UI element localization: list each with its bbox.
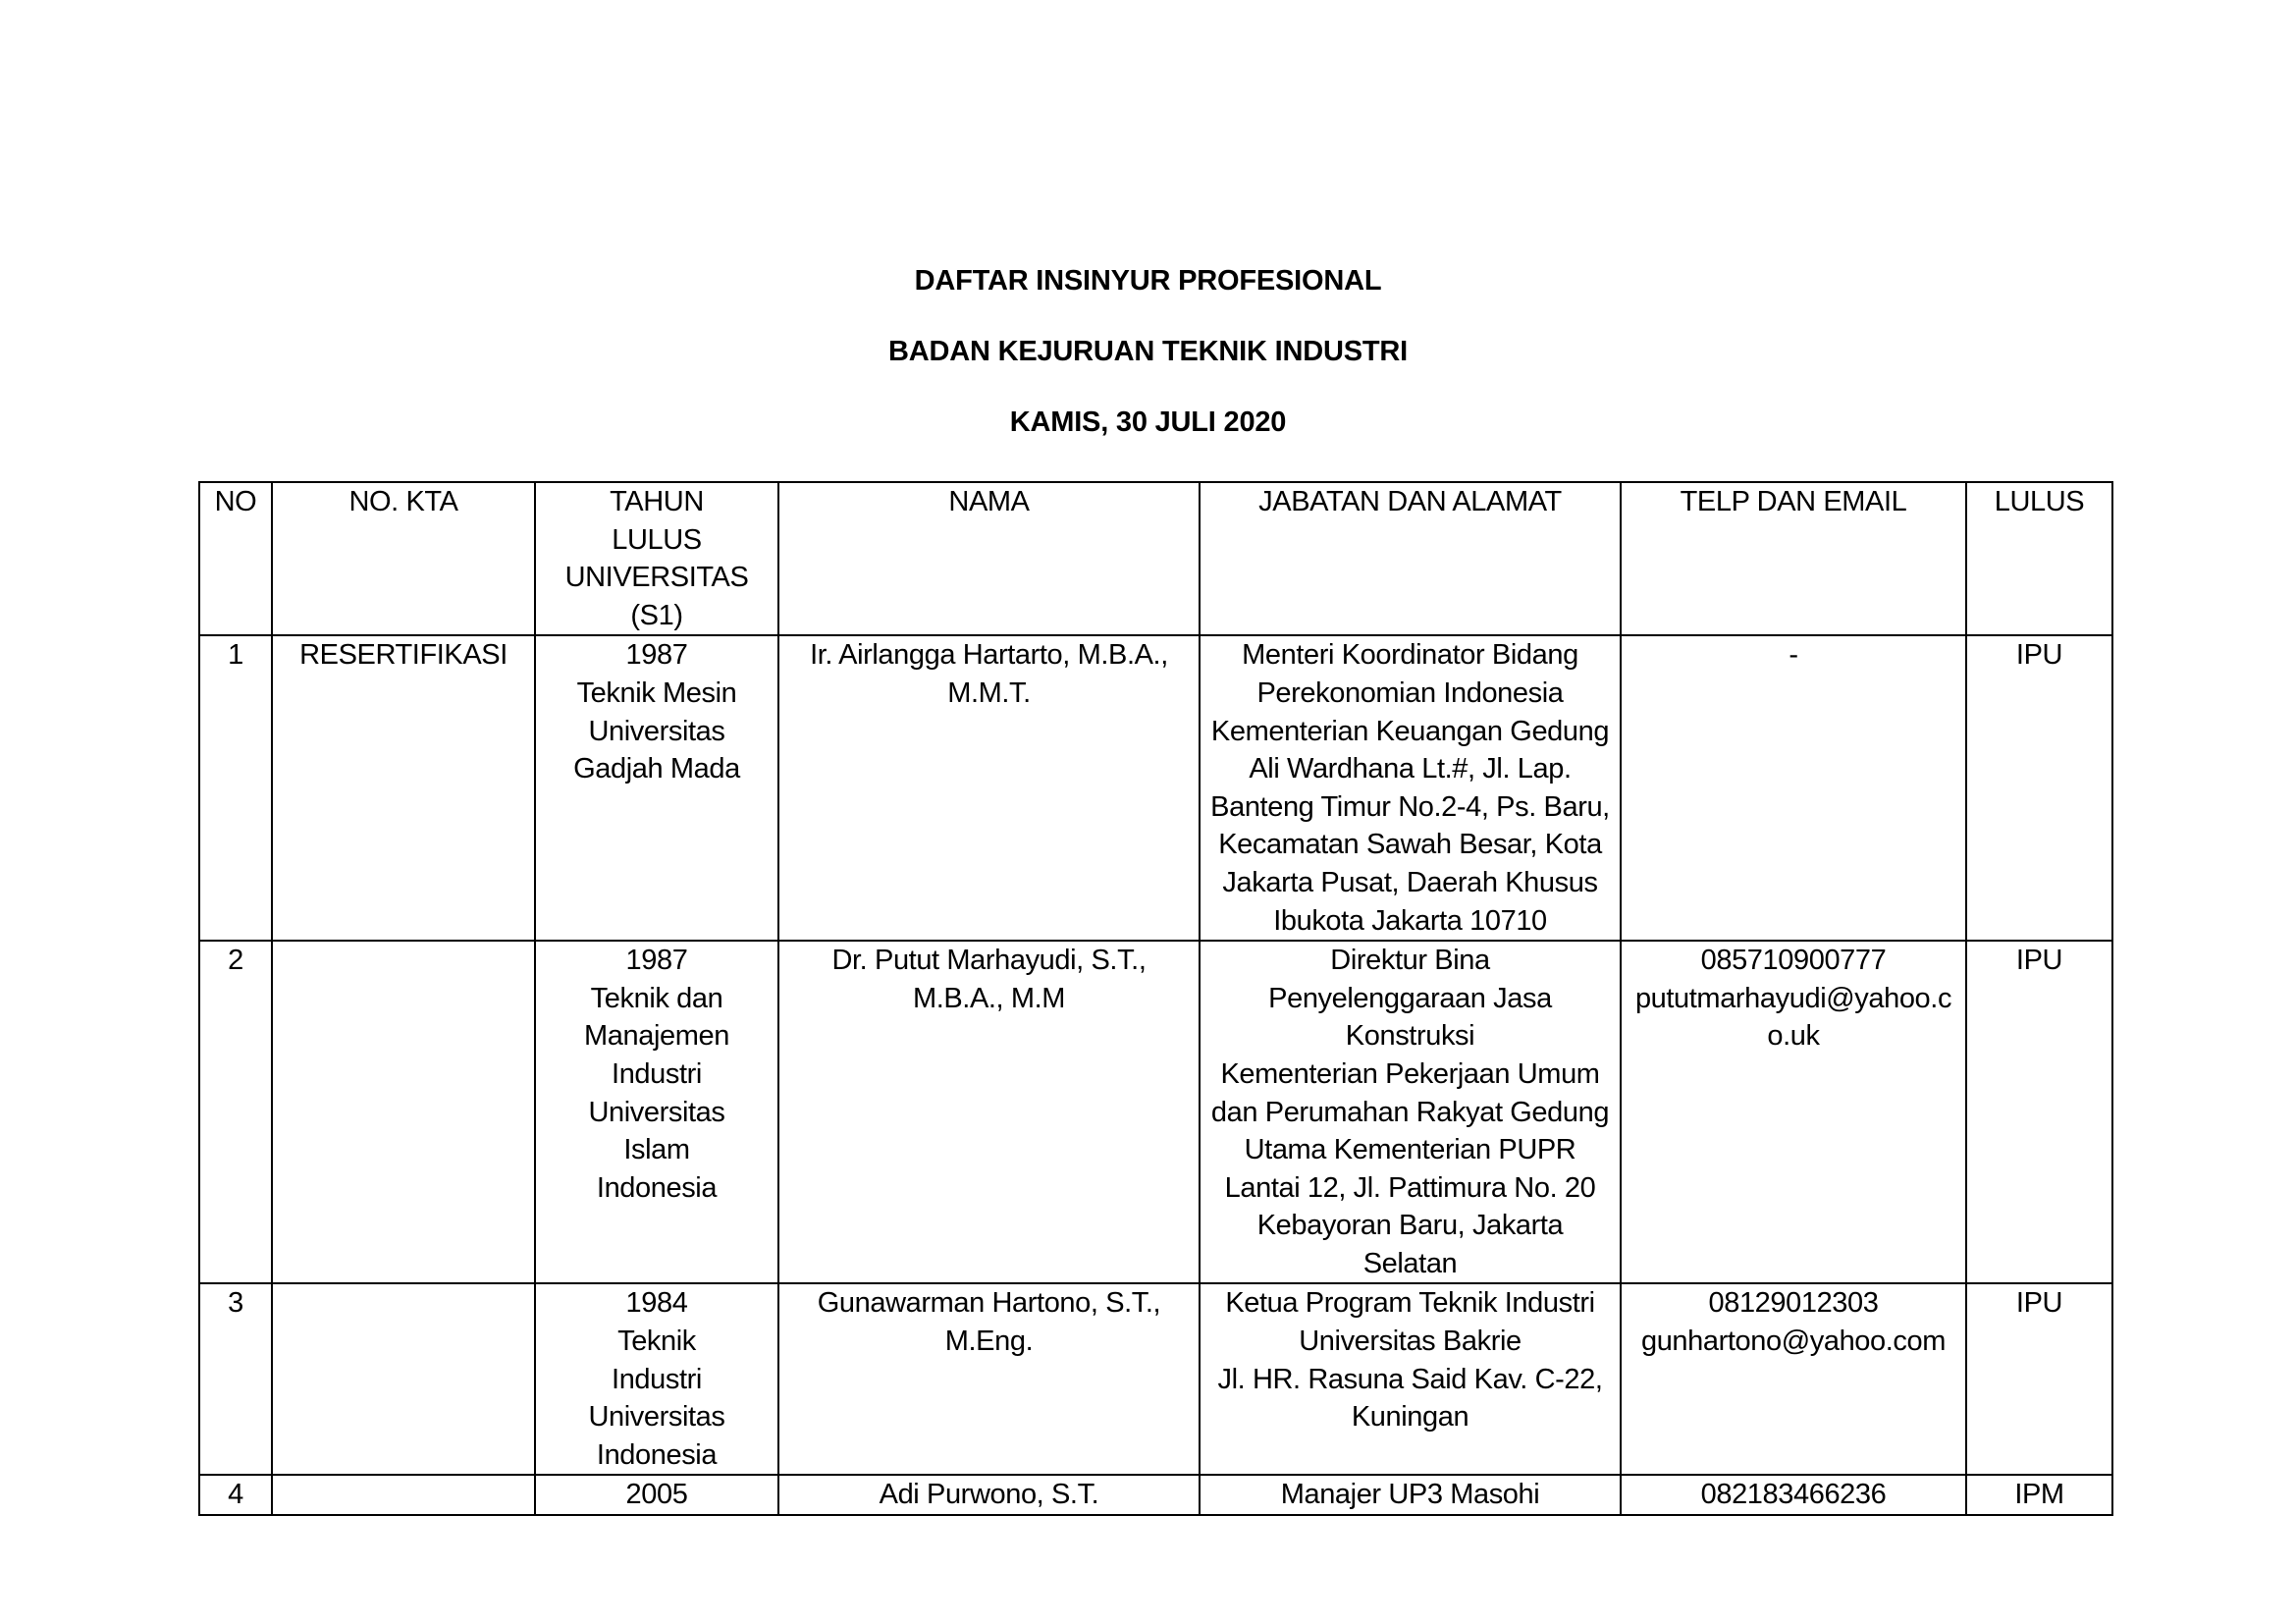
header-nama: NAMA bbox=[778, 482, 1200, 635]
position: Ketua Program Teknik Industri Universitas Bakrie bbox=[1225, 1287, 1595, 1358]
address: Kementerian Keuangan Gedung Ali Wardhana Lt.#, Jl. Lap. Banteng Timur No.2-4, Ps. Baru, Kecamatan Sawah Besar, Kota Jakarta Pusat, Daerah Khusus Ibukota Jakarta 10710 bbox=[1210, 715, 1610, 937]
cell-jabatan bbox=[1200, 1283, 1621, 1475]
graduation-year: 2005 bbox=[625, 1479, 688, 1511]
email: pututmarhayudi@yahoo.co.uk bbox=[1634, 982, 1952, 1053]
cell-jabatan bbox=[1200, 1475, 1621, 1515]
cell-kta bbox=[272, 941, 535, 1283]
header-jabatan: JABATAN DAN ALAMAT bbox=[1200, 482, 1621, 635]
header-lulus: LULUS bbox=[1966, 482, 2112, 635]
graduation-year: 1987 bbox=[625, 945, 688, 977]
phone: - bbox=[1789, 639, 1798, 672]
cell-lulus: IPU bbox=[1966, 941, 2112, 1283]
cell-nama: Gunawarman Hartono, S.T., M.Eng. bbox=[778, 1283, 1200, 1475]
table-row bbox=[199, 941, 2112, 1283]
cell-kta bbox=[272, 1283, 535, 1475]
phone: 082183466236 bbox=[1700, 1479, 1887, 1511]
university: Teknik Mesin Universitas Gadjah Mada bbox=[573, 677, 740, 785]
university: Teknik dan Manajemen Industri Universitas Islam Indonesia bbox=[584, 982, 729, 1204]
header-no: NO bbox=[199, 482, 272, 635]
document-subtitle: BADAN KEJURUAN TEKNIK INDUSTRI bbox=[888, 336, 1408, 367]
phone: 085710900777 bbox=[1700, 945, 1887, 977]
cell-telp bbox=[1621, 941, 1966, 1283]
cell-tahun bbox=[535, 1475, 778, 1515]
document-header bbox=[0, 263, 2296, 475]
document-date: KAMIS, 30 JULI 2020 bbox=[1009, 406, 1287, 438]
position: Direktur Bina Penyelenggaraan Jasa Konstruksi bbox=[1268, 945, 1552, 1053]
cell-telp bbox=[1621, 1283, 1966, 1475]
graduation-year: 1984 bbox=[625, 1287, 688, 1320]
cell-lulus: IPM bbox=[1966, 1475, 2112, 1515]
cell-telp bbox=[1621, 1475, 1966, 1515]
table-row bbox=[199, 1475, 2112, 1515]
cell-lulus: IPU bbox=[1966, 1283, 2112, 1475]
cell-tahun bbox=[535, 635, 778, 941]
table-row bbox=[199, 635, 2112, 941]
cell-kta bbox=[272, 1475, 535, 1515]
header-kta: NO. KTA bbox=[272, 482, 535, 635]
cell-jabatan bbox=[1200, 941, 1621, 1283]
cell-tahun bbox=[535, 1283, 778, 1475]
email: gunhartono@yahoo.com bbox=[1640, 1326, 1947, 1358]
cell-no: 2 bbox=[199, 941, 272, 1283]
table-header-row bbox=[199, 482, 2112, 635]
header-telp: TELP DAN EMAIL bbox=[1621, 482, 1966, 635]
document-title: DAFTAR INSINYUR PROFESIONAL bbox=[914, 265, 1382, 297]
address: Kementerian Pekerjaan Umum dan Perumahan Rakyat Gedung Utama Kementerian PUPR Lantai 12, Jl. Pattimura No. 20 Kebayoran Baru, Jakarta Selatan bbox=[1210, 1057, 1610, 1279]
cell-jabatan bbox=[1200, 635, 1621, 941]
cell-kta: RESERTIFIKASI bbox=[272, 635, 535, 941]
cell-no: 3 bbox=[199, 1283, 272, 1475]
position: Menteri Koordinator Bidang Perekonomian Indonesia bbox=[1242, 639, 1578, 709]
cell-lulus: IPU bbox=[1966, 635, 2112, 941]
cell-no: 1 bbox=[199, 635, 272, 941]
cell-telp bbox=[1621, 635, 1966, 941]
engineer-roster-table bbox=[198, 481, 2113, 1516]
cell-tahun bbox=[535, 941, 778, 1283]
table-row bbox=[199, 1283, 2112, 1475]
position: Manajer UP3 Masohi bbox=[1280, 1479, 1540, 1511]
cell-no: 4 bbox=[199, 1475, 272, 1515]
cell-nama: Dr. Putut Marhayudi, S.T., M.B.A., M.M bbox=[778, 941, 1200, 1283]
cell-nama: Ir. Airlangga Hartarto, M.B.A., M.M.T. bbox=[778, 635, 1200, 941]
university: Teknik Industri Universitas Indonesia bbox=[588, 1326, 725, 1471]
address: Jl. HR. Rasuna Said Kav. C-22, Kuningan bbox=[1217, 1363, 1603, 1434]
phone: 08129012303 bbox=[1708, 1287, 1879, 1320]
cell-nama: Adi Purwono, S.T. bbox=[778, 1475, 1200, 1515]
graduation-year: 1987 bbox=[625, 639, 688, 672]
header-tahun: TAHUN LULUS UNIVERSITAS (S1) bbox=[535, 482, 778, 635]
